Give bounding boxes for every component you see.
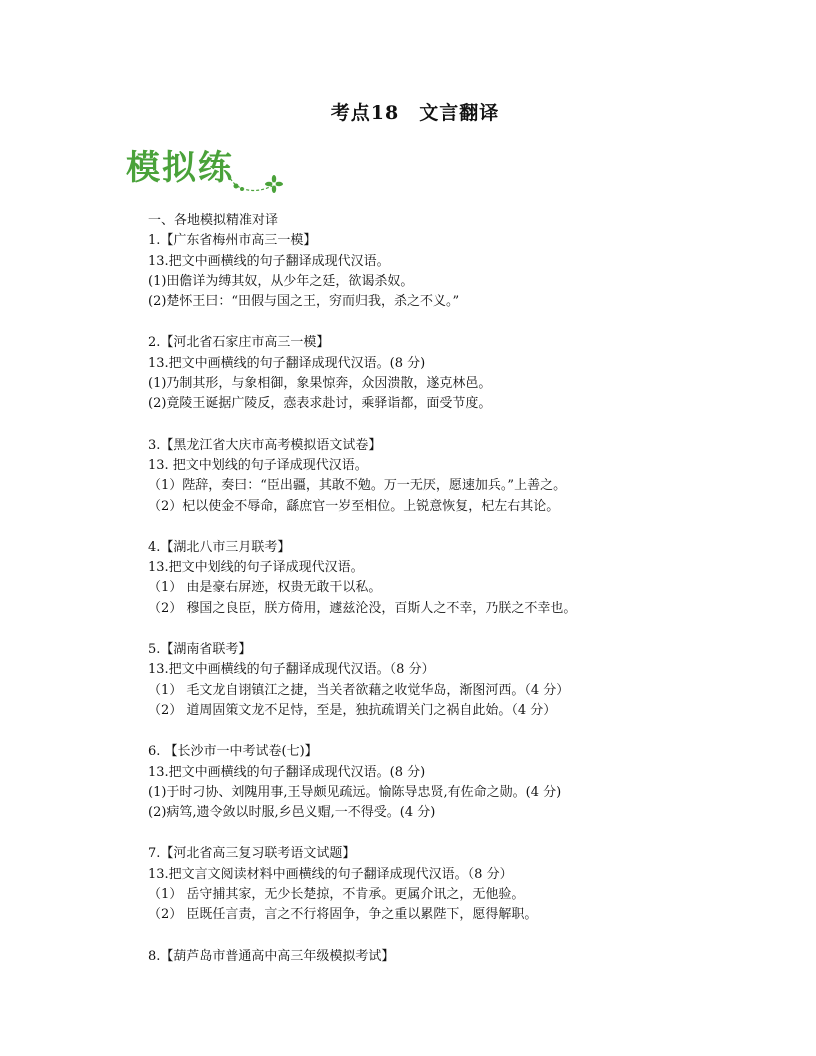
section-heading: 一、各地模拟精准对译 — [148, 213, 279, 228]
question-source: 7.【河北省高三复习联考语文试题】 — [148, 846, 356, 862]
question-instruction: 13.把文中画横线的句子翻译成现代汉语。(8 分) — [148, 764, 426, 780]
question-block-1 — [148, 231, 668, 312]
question-instruction: 13. 把文中划线的句子译成现代汉语。 — [148, 457, 368, 473]
question-source: 6. 【长沙市一中考试卷(七)】 — [148, 744, 318, 760]
question-block-2 — [148, 333, 668, 414]
document-body — [148, 211, 668, 967]
sentence: (1)于时刁协、刘隗用事,王导颇见疏远。愉陈导忠贤,有佐命之勋。(4 分) — [148, 784, 562, 800]
sentence: （2） 穆国之良臣，朕方倚用，遽兹沦没，百斯人之不幸，乃朕之不幸也。 — [148, 600, 577, 616]
sentence: （1） 毛文龙自诩镇江之捷，当关者欲藉之收觉华岛，渐图河西。（4 分） — [148, 682, 570, 698]
page-title: 考点18 文言翻译 — [330, 102, 500, 124]
question-block-5 — [148, 640, 668, 721]
question-block-3 — [148, 436, 668, 517]
question-instruction: 13.把文中画横线的句子翻译成现代汉语。（8 分） — [148, 662, 435, 678]
question-source: 4.【湖北八市三月联考】 — [148, 539, 291, 555]
sentence: (2)病笃,遗令敛以时服,乡邑义赗,一不得受。(4 分) — [148, 805, 436, 821]
question-block-4 — [148, 538, 668, 619]
question-instruction: 13.把文言文阅读材料中画横线的句子翻译成现代汉语。（8 分） — [148, 866, 513, 882]
question-source: 5.【湖南省联考】 — [148, 642, 252, 658]
question-block-7 — [148, 844, 668, 925]
question-block-8 — [148, 947, 668, 967]
sentence: (2)竟陵王诞据广陵反，悫表求赴讨，乘驿诣都，面受节度。 — [148, 396, 492, 412]
flower-decoration-icon — [226, 170, 286, 200]
question-instruction: 13.把文中划线的句子译成现代汉语。 — [148, 560, 364, 576]
section-logo — [126, 148, 286, 200]
sentence: (2)楚怀王曰：“田假与国之王，穷而归我，杀之不义。” — [148, 294, 460, 310]
question-source: 8.【葫芦岛市普通高中高三年级模拟考试】 — [148, 948, 395, 964]
sentence: (1)乃制其形，与象相御，象果惊奔，众因溃散，遂克林邑。 — [148, 376, 492, 392]
question-instruction: 13.把文中画横线的句子翻译成现代汉语。 — [148, 253, 390, 269]
question-block-6 — [148, 742, 668, 823]
logo-text: 模拟练 — [126, 148, 234, 188]
sentence: （2） 道周固策文龙不足恃，至是，独抗疏谓关门之祸自此始。（4 分） — [148, 702, 557, 718]
question-source: 1.【广东省梅州市高三一模】 — [148, 233, 317, 249]
question-source: 3.【黑龙江省大庆市高考模拟语文试卷】 — [148, 437, 382, 453]
question-instruction: 13.把文中画横线的句子翻译成现代汉语。(8 分) — [148, 355, 426, 371]
sentence: （2） 臣既任言责，言之不行将固争，争之重以累陛下，愿得解职。 — [148, 907, 538, 923]
sentence: （1） 岳守捕其家，无少长楚掠，不肯承。更属介讯之，无他验。 — [148, 887, 525, 903]
sentence: (1)田儋详为缚其奴，从少年之廷，欲谒杀奴。 — [148, 273, 414, 289]
sentence: （1） 由是豪右屏迹，权贵无敢干以私。 — [148, 580, 382, 596]
question-source: 2.【河北省石家庄市高三一模】 — [148, 335, 330, 351]
sentence: （2）杞以使金不辱命，繇庶官一岁至相位。上锐意恢复，杞左右其论。 — [148, 498, 560, 514]
sentence: （1）陛辞，奏曰：“臣出疆，其敢不勉。万一无厌，愿速加兵。”上善之。 — [148, 478, 567, 494]
